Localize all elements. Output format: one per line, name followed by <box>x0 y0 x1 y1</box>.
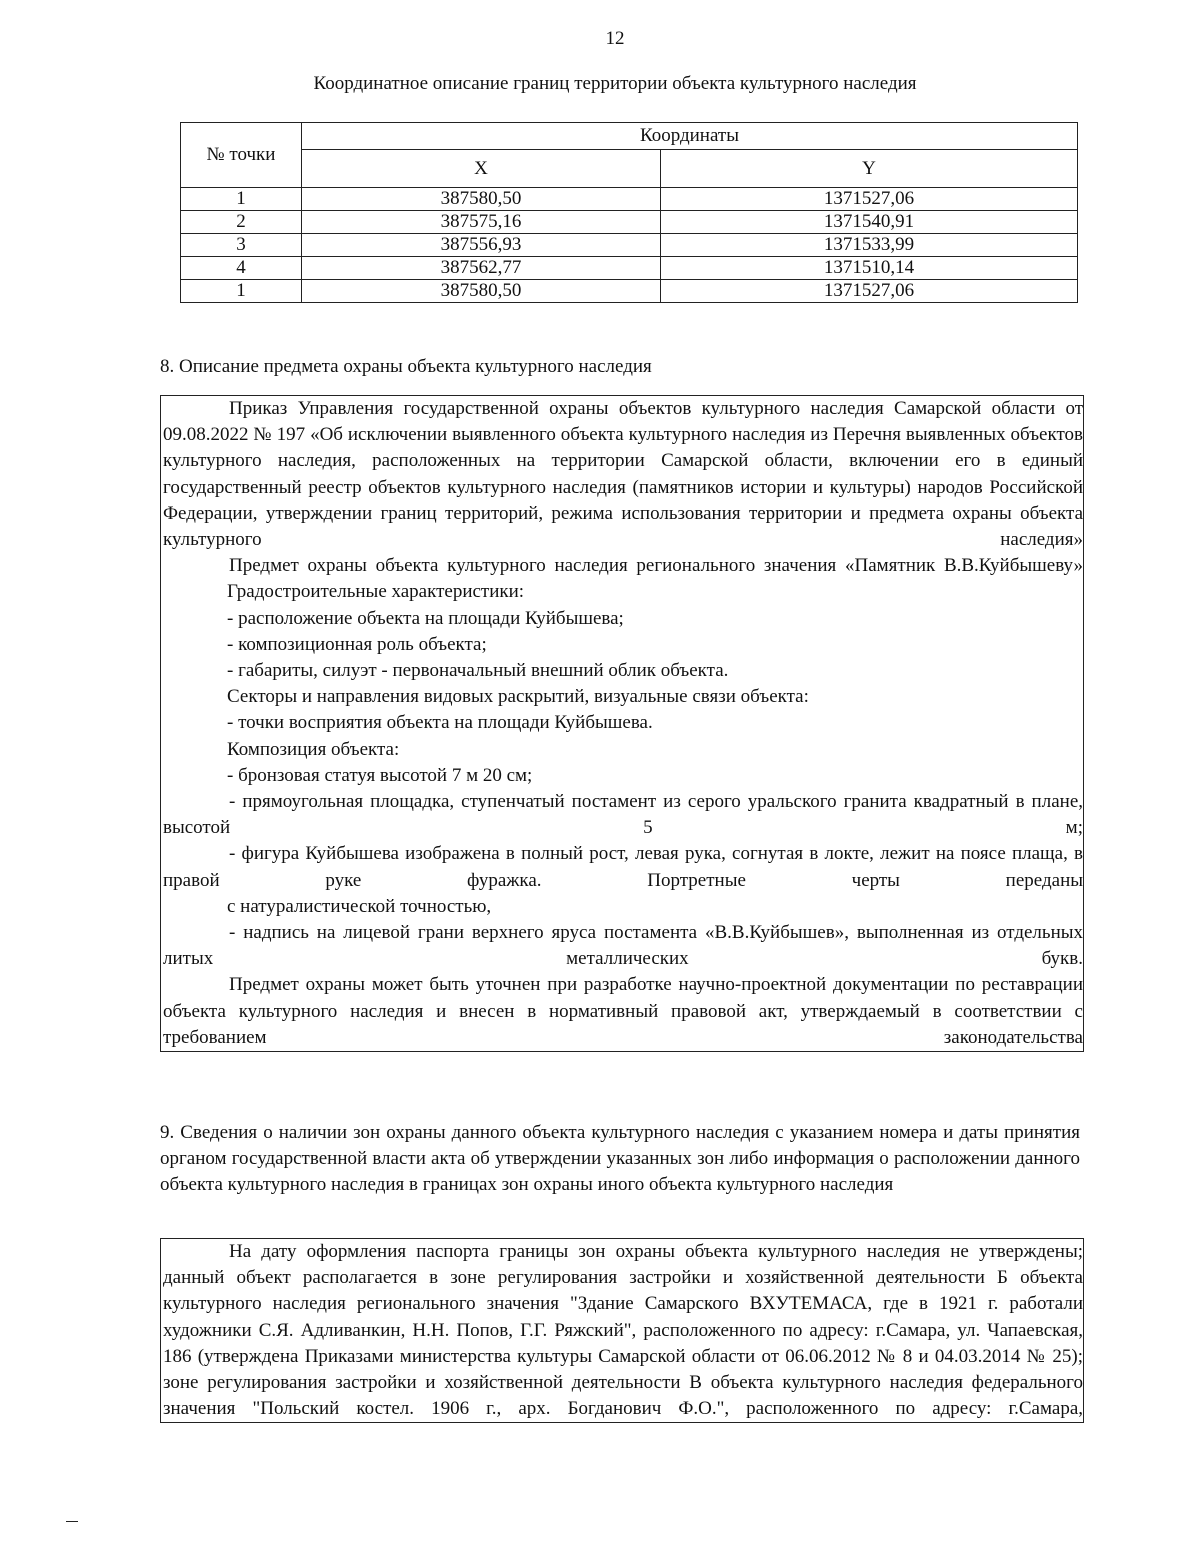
point-number-cell: 2 <box>181 211 302 234</box>
sectors-heading: Секторы и направления видовых раскрытий, визуальные связи объекта: <box>227 686 809 708</box>
section-9-heading: 9. Сведения о наличии зон охраны данного объекта культурного наследия с указанием номера и даты принятия органом государственной власти акта об утверждении указанных зон либо информация о расположении данного объекта культурного наследия в границах зон охраны иного объекта культурного наследия <box>160 1122 1080 1195</box>
section-9-box <box>160 1238 1084 1423</box>
composition-item: с натуралистической точностью, <box>227 895 492 917</box>
coordinates-table <box>180 122 1078 303</box>
y-cell: 1371527,06 <box>661 188 1078 211</box>
table-row <box>181 280 1078 303</box>
y-cell: 1371533,99 <box>661 234 1078 257</box>
x-cell: 387580,50 <box>302 280 661 303</box>
order-paragraph: Приказ Управления государственной охраны объектов культурного наследия Самарской области от 09.08.2022 № 197 «Об исключении выявленного объекта культурного наследия из Перечня выявленных объектов культурного наследия, расположенных на территории Самарской области, включении его в единый государственный реестр объектов культурного наследия (памятников истории и культуры) народов Российской Федерации, утверждении границ территорий, режима использования территории и предмета охраны объекта культурного наследия» <box>163 398 1083 551</box>
x-cell: 387562,77 <box>302 257 661 280</box>
urban-item: - габариты, силуэт - первоначальный внешний облик объекта. <box>227 660 729 682</box>
composition-item: - надпись на лицевой грани верхнего яруса постамента «В.В.Куйбышев», выполненная из отдельных литых металлических букв. <box>163 922 1083 970</box>
x-header: X <box>302 150 661 188</box>
x-cell: 387575,16 <box>302 211 661 234</box>
point-number-cell: 1 <box>181 188 302 211</box>
subject-paragraph: Предмет охраны объекта культурного наследия регионального значения «Памятник В.В.Куйбышеву» <box>229 555 1083 577</box>
y-cell: 1371527,06 <box>661 280 1078 303</box>
y-cell: 1371510,14 <box>661 257 1078 280</box>
table-row <box>181 188 1078 211</box>
coordinates-header: Координаты <box>302 123 1078 150</box>
zones-paragraph: На дату оформления паспорта границы зон охраны объекта культурного наследия не утверждены; данный объект располагается в зоне регулирования застройки и хозяйственной деятельности Б объекта культурного наследия регионального значения "Здание Самарского ВХУТЕМАСА, где в 1921 г. работали художники С.Я. Адливанкин, Н.Н. Попов, Г.Г. Ряжский", расположенного по адресу: г.Самара, ул. Чапаевская, 186 (утверждена Приказами министерства культуры Самарской области от 06.06.2012 № 8 и 04.03.2014 № 25); зоне регулирования застройки и хозяйственной деятельности В объекта культурного наследия федерального значения "Польский костел. 1906 г., арх. Богданович Ф.О.", расположенного по адресу: г.Самара, <box>163 1241 1083 1420</box>
y-cell: 1371540,91 <box>661 211 1078 234</box>
point-number-header: № точки <box>181 123 302 188</box>
margin-dash <box>66 1521 78 1522</box>
composition-heading: Композиция объекта: <box>227 738 400 760</box>
x-cell: 387556,93 <box>302 234 661 257</box>
sectors-item: - точки восприятия объекта на площади Куйбышева. <box>227 712 653 734</box>
table-row <box>181 211 1078 234</box>
urban-item: - композиционная роль объекта; <box>227 633 487 655</box>
point-number-cell: 4 <box>181 257 302 280</box>
note-paragraph: Предмет охраны может быть уточнен при разработке научно-проектной документации по реставрации объекта культурного наследия и внесен в нормативный правовой акт, утверждаемый в соответствии с требованием законодательства <box>163 974 1083 1048</box>
point-number-cell: 1 <box>181 280 302 303</box>
composition-item: - прямоугольная площадка, ступенчатый постамент из серого уральского гранита квадратный в плане, высотой 5 м; <box>163 791 1083 839</box>
section-8-heading: 8. Описание предмета охраны объекта культурного наследия <box>160 356 652 377</box>
y-header: Y <box>661 150 1078 188</box>
point-number-cell: 3 <box>181 234 302 257</box>
urban-item: - расположение объекта на площади Куйбышева; <box>227 607 624 629</box>
composition-item: - фигура Куйбышева изображена в полный рост, левая рука, согнутая в локте, лежит на поясе плаща, в правой руке фуражка. Портретные черты переданы <box>163 843 1083 891</box>
composition-item: - бронзовая статуя высотой 7 м 20 см; <box>227 764 533 786</box>
urban-heading: Градостроительные характеристики: <box>227 581 525 603</box>
page-number: 12 <box>605 28 625 49</box>
table-title: Координатное описание границ территории объекта культурного наследия <box>313 73 917 94</box>
section-8-box <box>160 395 1084 1052</box>
x-cell: 387580,50 <box>302 188 661 211</box>
table-row <box>181 234 1078 257</box>
table-row <box>181 257 1078 280</box>
